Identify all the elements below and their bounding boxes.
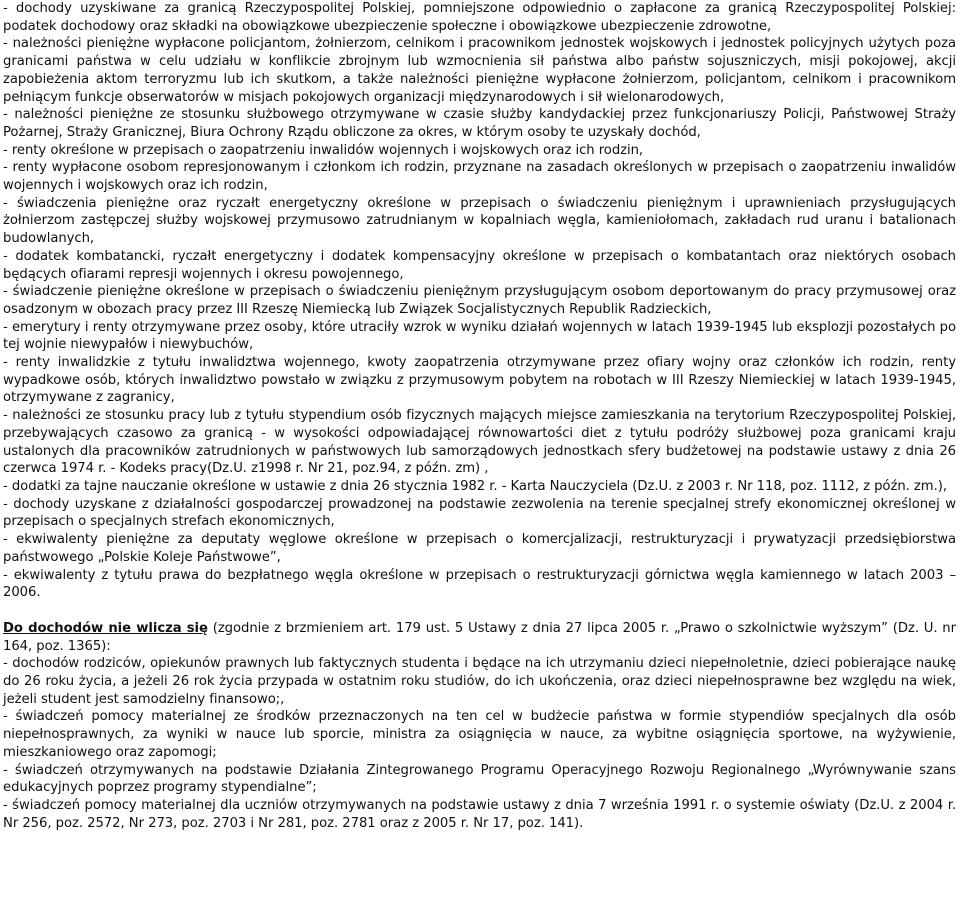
section-spacer [3,602,956,620]
list-item: - renty wypłacone osobom represjonowanym i członkom ich rodzin, przyznane na zasadach określonych w przepisach o zaopatrzeniu inwalidów wojennych i wojskowych oraz ich rodzin, [3,160,956,194]
excluded-items-list [3,655,956,832]
list-item: - należności pieniężne wypłacone policjantom, żołnierzom, celnikom i pracownikom jednostek wojskowych i jednostek policyjnych użytych poza granicami państwa w celu udziału w konflikcie zbrojnym lub wzmocnienia sił państwa albo państw sojuszniczych, misji pokojowej, akcji zapobieżenia aktom terroryzmu lub ich skutkom, a także należności pieniężne wypłacone żołnierzom, policjantom, celnikom i pracownikom pełniącym funkcje obserwatorów w misjach pokojowych organizacji międzynarodowych i sił wielonarodowych, [3,36,956,105]
list-item: - świadczenia pieniężne oraz ryczałt energetyczny określone w przepisach o świadczeniu pieniężnym i uprawnieniach przysługujących żołnierzom zastępczej służby wojskowej przymusowo zatrudnianym w kopalniach węgla, kamieniołomach, zakładach rud uranu i batalionach budowlanych, [3,195,956,247]
section-heading: Do dochodów nie wlicza się [3,620,208,636]
list-item: - świadczeń pomocy materialnej ze środków przeznaczonych na ten cel w budżecie państwa w formie stypendiów specjalnych dla osób niepełnosprawnych, za wyniki w nauce lub sporcie, ministra za osiągnięcia w nauce, za wybitne osiągnięcia sportowe, na wyżywienie, mieszkaniowego oraz zapomogi; [3,709,956,760]
list-item: - renty inwalidzkie z tytułu inwalidztwa wojennego, kwoty zaopatrzenia otrzymywane przez ofiary wojny oraz członków ich rodzin, renty wypadkowe osób, których inwalidztwo powstało w związku z przymusowym pobytem na robotach w III Rzeszy Niemieckiej w latach 1939-1945, otrzymywane z zagranicy, [3,355,956,406]
list-item: - dodatki za tajne nauczanie określone w ustawie z dnia 26 stycznia 1982 r. - Karta Nauczyciela (Dz.U. z 2003 r. Nr 118, poz. 1112, z późn. zm.), [3,478,947,494]
list-item: - dochody uzyskane z działalności gospodarczej prowadzonej na podstawie zezwolenia na terenie specjalnej strefy ekonomicznej określonej w przepisach o specjalnych strefach ekonomicznych, [3,496,956,530]
list-item: - świadczenie pieniężne określone w przepisach o świadczeniu pieniężnym przysługującym osobom deportowanym do pracy przymusowej oraz osadzonym w obozach pracy przez III Rzeszę Niemiecką lub Związek Socjalistycznych Republik Radzieckich, [3,284,956,317]
list-item: - renty określone w przepisach o zaopatrzeniu inwalidów wojennych i wojskowych oraz ich rodzin, [3,142,644,158]
list-item: - dochodów rodziców, opiekunów prawnych lub faktycznych studenta i będące na ich utrzymaniu dzieci niepełnoletnie, dzieci pobierające naukę do 26 roku życia, a jeżeli 26 rok życia przypada w ostatnim roku studiów, do ich ukończenia, oraz dzieci niepełnosprawne bez względu na wiek, jeżeli student jest samodzielny finansowo;, [3,656,956,707]
list-item: - emerytury i renty otrzymywane przez osoby, które utraciły wzrok w wyniku działań wojennych w latach 1939-1945 lub eksplozji pozostałych po tej wojnie niewypałów i niewybuchów, [3,319,956,353]
list-item: - ekwiwalenty z tytułu prawa do bezpłatnego węgla określone w przepisach o restrukturyzacji górnictwa węgla kamiennego w latach 2003 – 2006. [3,567,956,601]
list-item: - należności ze stosunku pracy lub z tytułu stypendium osób fizycznych mających miejsce zamieszkania na terytorium Rzeczypospolitej Polskiej, przebywających czasowo za granicą - w wysokości odpowiadającej równowartości diet z tytułu podróży służbowej poza granicami kraju ustalonych dla pracowników zatrudnionych w państwowych lub samorządowych jednostkach sfery budżetowej na podstawie ustawy z dnia 26 czerwca 1974 r. - Kodeks pracy(Dz.U. z1998 r. Nr 21, poz.94, z późn. zm) , [3,408,956,477]
list-item: - należności pieniężne ze stosunku służbowego otrzymywane w czasie służby kandydackiej przez funkcjonariuszy Policji, Państwowej Straży Pożarnej, Straży Granicznej, Biura Ochrony Rządu obliczone za okres, w którym osoby te uzyskały dochód, [3,107,956,140]
section-intro: (zgodnie z brzmieniem art. 179 ust. 5 Ustawy z dnia 27 lipca 2005 r. „Prawo o szkolnictwie wyższym” (Dz. U. nr 164, poz. 1365): [3,620,956,654]
list-item: - ekwiwalenty pieniężne za deputaty węglowe określone w przepisach o komercjalizacji, restrukturyzacji i prywatyzacji przedsiębiorstwa państwowego „Polskie Koleje Państwowe”, [3,532,956,565]
list-item: - dochody uzyskiwane za granicą Rzeczypospolitej Polskiej, pomniejszone odpowiednio o zapłacone za granicą Rzeczypospolitej Polskiej: podatek dochodowy oraz składki na obowiązkowe ubezpieczenie społeczne i obowiązkowe ubezpieczenie zdrowotne, [3,1,956,34]
list-item: - dodatek kombatancki, ryczałt energetyczny i dodatek kompensacyjny określone w przepisach o kombatantach oraz niektórych osobach będących ofiarami represji wojennych i okresu powojennego, [3,248,956,282]
list-item: - świadczeń otrzymywanych na podstawie Działania Zintegrowanego Programu Operacyjnego Rozwoju Regionalnego „Wyrównywanie szans edukacyjnych poprzez programy stypendialne”; [3,762,956,796]
income-items-list [3,0,956,602]
section-heading-paragraph [3,620,956,655]
list-item: - świadczeń pomocy materialnej dla uczniów otrzymywanych na podstawie ustawy z dnia 7 września 1991 r. o systemie oświaty (Dz.U. z 2004 r. Nr 256, poz. 2572, Nr 273, poz. 2703 i Nr 281, poz. 2781 oraz z 2005 r. Nr 17, poz. 141). [3,797,956,831]
